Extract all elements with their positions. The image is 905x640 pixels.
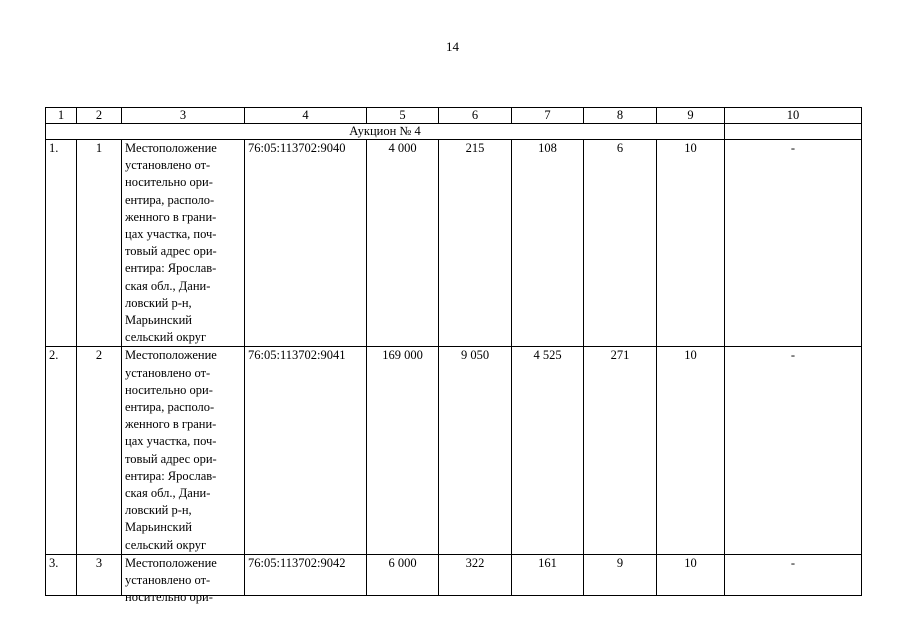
table-row: [46, 140, 862, 347]
cadastral-number: 76:05:113702:9041: [245, 347, 367, 554]
auction-table: [45, 107, 862, 605]
section-empty-cell: [725, 124, 862, 140]
section-row: [46, 124, 862, 140]
column-number: 3: [122, 108, 245, 124]
row-number: 2.: [46, 347, 77, 554]
value-col6: 322: [439, 554, 512, 595]
area-value: 6 000: [367, 554, 439, 595]
column-number: 5: [367, 108, 439, 124]
row-number: 3.: [46, 554, 77, 595]
column-number: 8: [584, 108, 657, 124]
value-col6: 9 050: [439, 347, 512, 554]
section-title: Аукцион № 4: [46, 124, 725, 140]
lot-number: 3: [77, 554, 122, 595]
lot-number: 1: [77, 140, 122, 347]
value-col8: 271: [584, 347, 657, 554]
location-description: Местоположение установлено от- носительно ори- ентира, располо- женного в грани- цах участка, поч- товый адрес ори- ентира: Ярослав- ская обл., Дани- ловский р-н, Марьинский сельский округ: [122, 347, 245, 554]
value-col7: 108: [512, 140, 584, 347]
table-row: [46, 347, 862, 554]
column-number: 7: [512, 108, 584, 124]
cadastral-number: 76:05:113702:9040: [245, 140, 367, 347]
column-number: 6: [439, 108, 512, 124]
cadastral-number: 76:05:113702:9042: [245, 554, 367, 595]
value-col8: 9: [584, 554, 657, 595]
value-col9: 10: [657, 347, 725, 554]
page-number: 14: [446, 39, 459, 54]
row-number: 1.: [46, 140, 77, 347]
value-col7: 161: [512, 554, 584, 595]
column-number: 4: [245, 108, 367, 124]
column-number: 10: [725, 108, 862, 124]
column-number: 9: [657, 108, 725, 124]
value-col6: 215: [439, 140, 512, 347]
column-number-row: [46, 108, 862, 124]
value-col9: 10: [657, 554, 725, 595]
value-col7: 4 525: [512, 347, 584, 554]
table-row: [46, 554, 862, 595]
column-number: 2: [77, 108, 122, 124]
area-value: 169 000: [367, 347, 439, 554]
location-text: Местоположение установлено от- носительно ори-: [125, 555, 217, 605]
value-col10: -: [725, 554, 862, 595]
value-col9: 10: [657, 140, 725, 347]
area-value: 4 000: [367, 140, 439, 347]
location-description: Местоположение установлено от- носительно ори- ентира, располо- женного в грани- цах участка, поч- товый адрес ори- ентира: Ярослав- ская обл., Дани- ловский р-н, Марьинский сельский округ: [122, 140, 245, 347]
value-col10: -: [725, 347, 862, 554]
value-col8: 6: [584, 140, 657, 347]
value-col10: -: [725, 140, 862, 347]
lot-number: 2: [77, 347, 122, 554]
location-description: [122, 554, 245, 605]
column-number: 1: [46, 108, 77, 124]
